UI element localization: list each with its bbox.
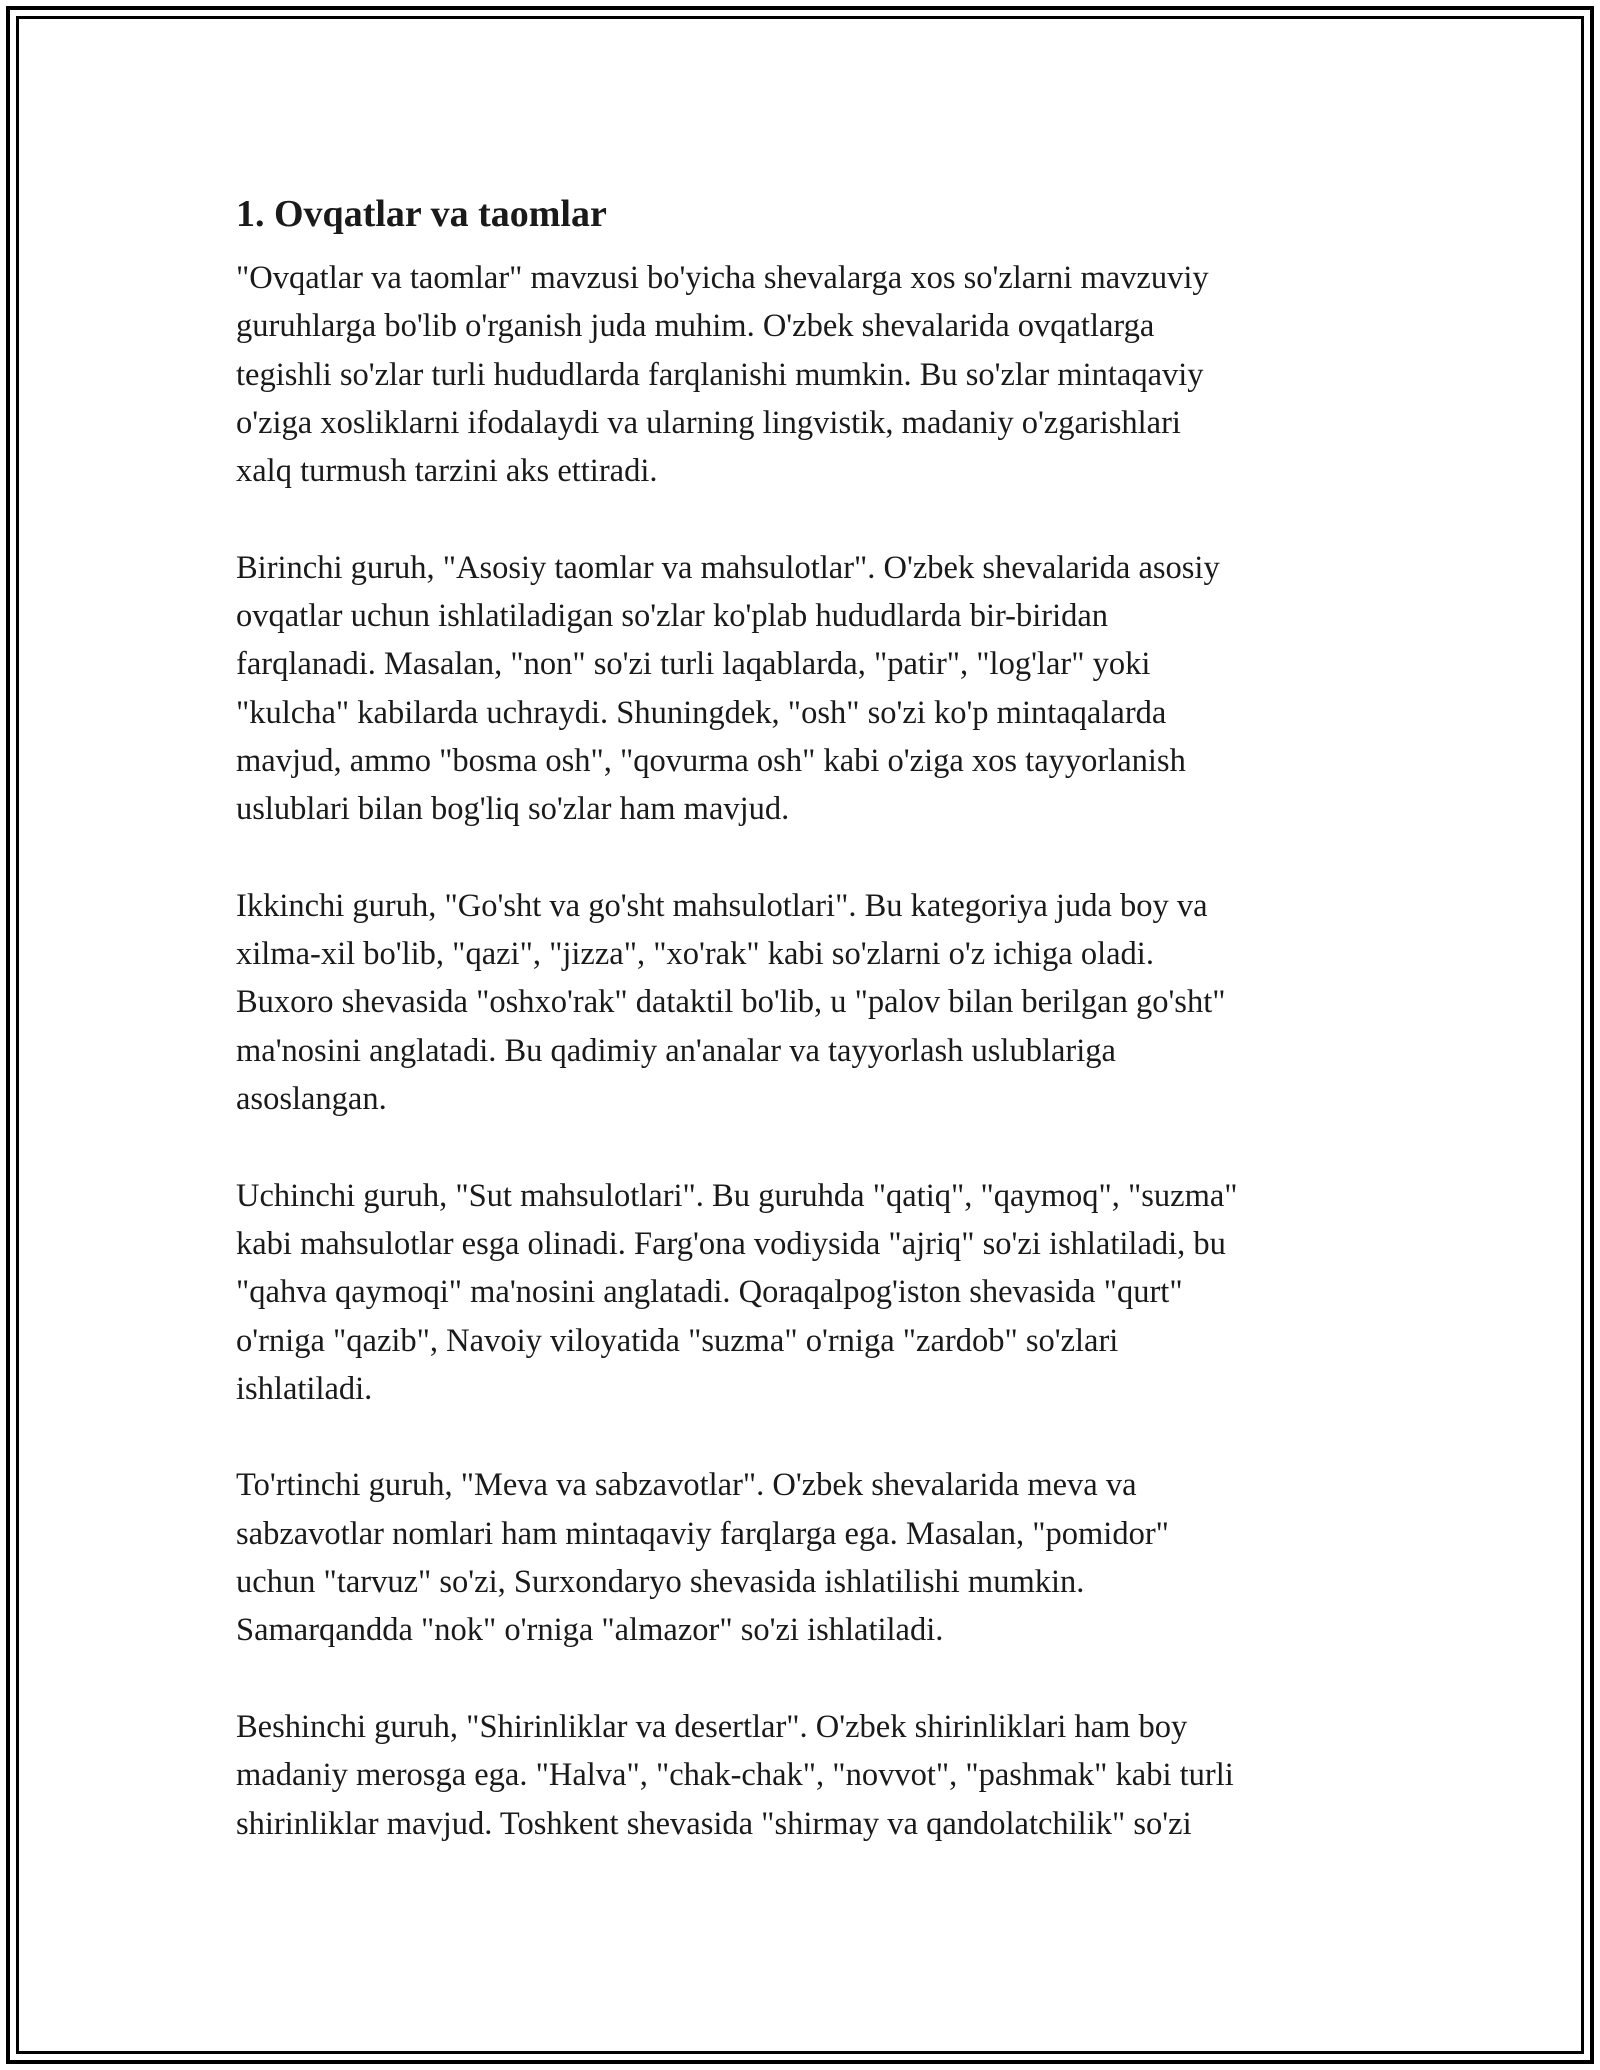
text-line: xilma-xil bo'lib, "qazi", "jizza", "xo'rak" kabi so'zlarni o'z ichiga oladi. — [236, 936, 1154, 973]
paragraph-group-2 — [236, 882, 1366, 1123]
text-line: o'rniga "qazib", Navoiy viloyatida "suzma" o'rniga "zardob" so'zlari — [236, 1322, 1119, 1359]
text-line: guruhlarga bo'lib o'rganish juda muhim. O'zbek shevalarida ovqatlarga — [236, 308, 1155, 345]
text-line: "kulcha" kabilarda uchraydi. Shuningdek, "osh" so'zi ko'p mintaqalarda — [236, 694, 1167, 731]
text-line: Beshinchi guruh, "Shirinliklar va desertlar". O'zbek shirinliklari ham boy — [236, 1708, 1188, 1745]
text-line: mavjud, ammo "bosma osh", "qovurma osh" kabi o'ziga xos tayyorlanish — [236, 742, 1186, 779]
text-line: asoslangan. — [236, 1081, 387, 1118]
paragraph-group-3 — [236, 1172, 1366, 1413]
text-line: o'ziga xosliklarni ifodalaydi va ularning lingvistik, madaniy o'zgarishlari — [236, 404, 1181, 441]
text-line: "Ovqatlar va taomlar" mavzusi bo'yicha shevalarga xos so'zlarni mavzuviy — [236, 260, 1209, 296]
section-heading: 1. Ovqatlar va taomlar — [236, 193, 607, 235]
text-line: tegishli so'zlar turli hududlarda farqlanishi mumkin. Bu so'zlar mintaqaviy — [236, 356, 1204, 393]
text-line: Uchinchi guruh, "Sut mahsulotlari". Bu guruhda "qatiq", "qaymoq", "suzma" — [236, 1177, 1238, 1214]
text-line: uslublari bilan bog'liq so'zlar ham mavjud. — [236, 791, 790, 828]
text-line: farqlanadi. Masalan, "non" so'zi turli laqablarda, "patir", "log'lar" yoki — [236, 646, 1151, 683]
paragraph-group-1 — [236, 544, 1366, 834]
text-line: Birinchi guruh, "Asosiy taomlar va mahsulotlar". O'zbek shevalarida asosiy — [236, 549, 1220, 586]
text-line: Buxoro shevasida "oshxo'rak" dataktil bo'lib, u "palov bilan berilgan go'sht" — [236, 984, 1226, 1021]
text-line: kabi mahsulotlar esga olinadi. Farg'ona vodiysida "ajriq" so'zi ishlatiladi, bu — [236, 1225, 1226, 1262]
paragraph-group-4 — [236, 1461, 1366, 1654]
text-line: ma'nosini anglatadi. Bu qadimiy an'analar va tayyorlash uslublariga — [236, 1032, 1116, 1069]
text-line: xalq turmush tarzini aks ettiradi. — [236, 453, 658, 490]
text-line: "qahva qaymoqi" ma'nosini anglatadi. Qoraqalpog'iston shevasida "qurt" — [236, 1274, 1183, 1311]
document-body — [236, 186, 1366, 1896]
text-line: Samarqandda "nok" o'rniga "almazor" so'zi ishlatiladi. — [236, 1612, 944, 1649]
text-line: shirinliklar mavjud. Toshkent shevasida "shirmay va qandolatchilik" so'zi — [236, 1805, 1192, 1842]
text-line: ishlatiladi. — [236, 1370, 373, 1407]
text-line: madaniy merosga ega. "Halva", "chak-chak", "novvot", "pashmak" kabi turli — [236, 1757, 1234, 1794]
text-line: Ikkinchi guruh, "Go'sht va go'sht mahsulotlari". Bu kategoriya juda boy va — [236, 887, 1208, 924]
paragraph-group-5 — [236, 1703, 1366, 1848]
text-line: sabzavotlar nomlari ham mintaqaviy farqlarga ega. Masalan, "pomidor" — [236, 1515, 1169, 1552]
text-line: To'rtinchi guruh, "Meva va sabzavotlar". O'zbek shevalarida meva va — [236, 1467, 1137, 1504]
paragraph-intro — [236, 254, 1366, 495]
text-line: ovqatlar uchun ishlatiladigan so'zlar ko'plab hududlarda bir-biridan — [236, 598, 1109, 635]
text-line: uchun "tarvuz" so'zi, Surxondaryo shevasida ishlatilishi mumkin. — [236, 1564, 1085, 1601]
